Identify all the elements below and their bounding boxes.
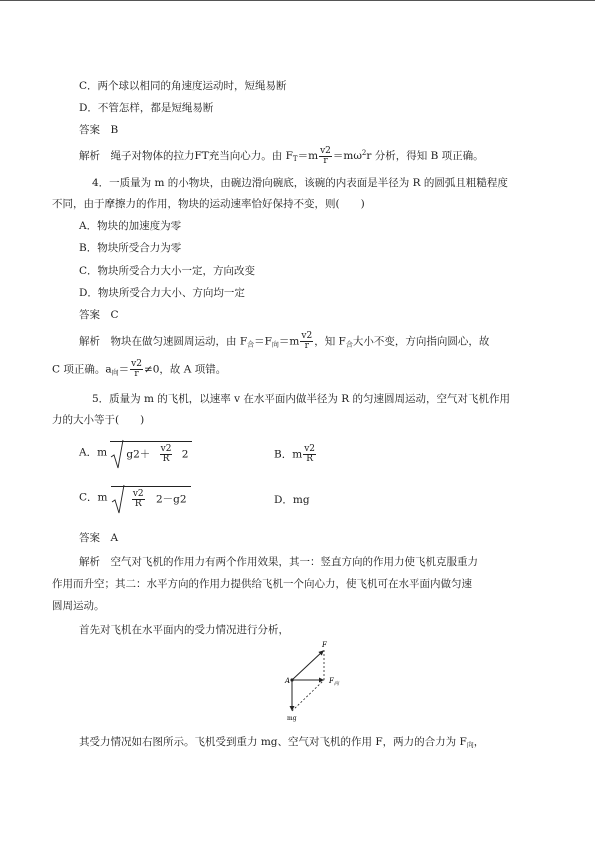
q5-optA-g2: g2＋ [126,448,151,461]
point-a [290,678,293,681]
q3-answer: 答案 B [79,124,119,136]
q4-fraction-1 [300,332,313,351]
q4-an1-text-c: ＝m [278,335,300,348]
label-f: F [322,641,327,649]
q5-optB-prefix: B．m [274,448,303,461]
q5-option-c [79,486,191,516]
q3-analysis-text-d: r 分析，得知 B 项正确。 [366,150,484,162]
q4-sub-he: 合 [247,340,255,349]
q4-option-b: B．物块所受合力为零 [79,242,182,254]
q4-an1-text-e: 大小不变，方向指向圆心，故 [352,335,490,348]
label-fn-sub: 向 [333,681,339,687]
q5-optA-fraction [160,445,173,464]
q4-analysis-2 [52,360,226,380]
q4-an2-text: C 项正确。a [52,363,112,376]
q4-frac2-den: r [134,369,139,379]
q4-answer: 答案 C [79,309,119,321]
q3-frac-num: v2 [320,145,331,156]
q5-optC-fraction [132,490,145,509]
q3-sup: 2 [361,149,367,157]
q5-option-b [274,445,317,464]
q5-last-text: 其受力情况如右图所示。飞机受到重力 mg、空气对飞机的作用 F，两力的合力为 F [79,736,467,748]
q4-fraction-2 [130,360,143,379]
q4-sub-xiang: 向 [271,340,279,349]
q5-optA-den: R [162,454,170,464]
q3-analysis-text-c: ＝mω [332,150,362,162]
q3-fraction [319,147,332,166]
q4-option-c: C．物块所受合力大小一定，方向改变 [79,265,256,277]
q5-analysis-2: 作用而升空；其二：水平方向的作用力提供给飞机一个向心力，使飞机可在水平面内做匀速 [52,578,472,590]
q5-last-text-b: ， [473,736,485,748]
q4-an2-sub: 向 [111,368,119,377]
q4-an2-text-c: ≠0，故 A 项错。 [143,363,227,376]
q4-stem-2: 不同，由于摩擦力的作用，物块的运动速率恰好保持不变，则( ) [52,198,365,210]
q5-stem-2: 力的大小等于( ) [52,414,145,426]
q5-optC-den: R [134,499,142,509]
q5-analysis-1: 解析 空气对飞机的作用力有两个作用效果，其一：竖直方向的作用力使飞机克服重力 [79,556,478,568]
q5-optB-fraction [303,445,316,464]
q4-an2-text-b: ＝ [118,363,130,376]
q3-frac-den: r [323,155,328,166]
q4-frac1-den: r [304,341,309,351]
q5-optA-num: v2 [160,444,172,454]
q5-option-d: D．mg [274,494,310,506]
label-fn [328,677,340,687]
q5-optA-root [110,441,192,464]
q4-analysis-1 [79,332,489,352]
q5-stem-1: 5．质量为 m 的飞机，以速率 v 在水平面内做半径为 R 的匀速圆周运动，空气对飞机作用 [92,393,510,405]
q3-analysis-text: 解析 绳子对物体的拉力FT充当向心力。由 F [79,150,293,162]
q4-an1-text-b: ＝F [254,335,272,348]
q4-sub-he-2: 合 [345,340,353,349]
q3-analysis [79,146,484,166]
q4-option-d: D．物块所受合力大小、方向均一定 [79,287,245,299]
radical-sign-icon [110,439,124,471]
q5-option-a [79,441,192,471]
header-rule [0,0,595,1]
dashed-diagonal-line [292,680,324,711]
q5-optB-num: v2 [304,444,315,454]
radical-sign-icon [111,484,125,516]
q4-option-a: A．物块的加速度为零 [79,220,182,232]
force-diagram [282,640,354,722]
q5-optC-root [111,486,191,509]
q3-analysis-text-b: ＝m [297,150,319,162]
q5-optA-exp: 2 [181,448,189,461]
q4-frac1-num: v2 [301,331,313,341]
q5-optC-prefix: C．m [79,491,108,504]
q5-analysis-3: 圆周运动。 [52,600,105,612]
q4-an1-text-d: ，知 F [314,335,346,348]
q5-analysis-4: 首先对飞机在水平面内的受力情况进行分析， [79,624,289,636]
q5-optC-num: v2 [132,489,144,499]
label-a: A [285,677,291,685]
q4-an1-text: 解析 物块在做匀速圆周运动，由 F [79,335,248,348]
q3-sub: T [292,155,298,163]
q5-last-sub: 向 [466,741,474,749]
q4-stem-1: 4．一质量为 m 的小物块，由碗边滑向碗底，该碗的内表面是半径为 R 的圆弧且粗糙程度 [92,177,508,189]
q3-option-d: D．不管怎样，都是短绳易断 [79,102,214,114]
q3-option-c: C．两个球以相同的角速度运动时，短绳易断 [79,80,287,92]
q5-last-line [79,735,484,752]
q5-optB-den: R [306,454,313,464]
label-mg: mg [287,715,297,722]
q5-optC-rest: 2－g2 [156,493,187,506]
force-f-arrow [292,651,323,680]
q4-frac2-num: v2 [131,359,142,369]
label-fn-main: F [329,677,334,685]
q5-answer: 答案 A [79,532,119,544]
q5-optA-prefix: A．m [79,446,108,459]
